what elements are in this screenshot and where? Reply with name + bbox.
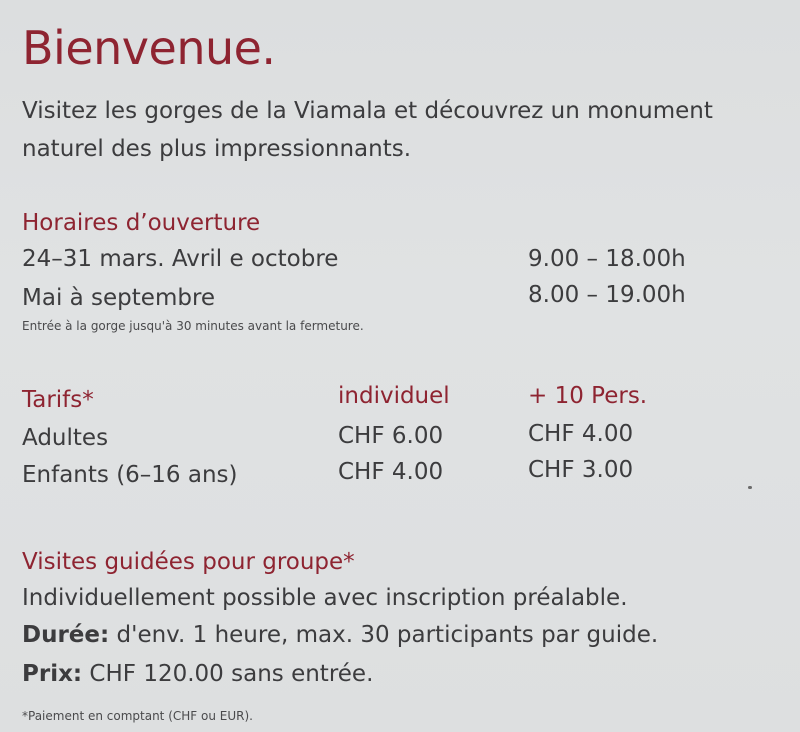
tariff-children-label: Enfants (6–16 ans) [22, 462, 238, 488]
intro-line-1: Visitez les gorges de la Viamala et découvrez un monument [22, 98, 713, 124]
tariff-children-group: CHF 3.00 [528, 457, 634, 483]
intro-text [22, 92, 713, 168]
page-title: Bienvenue. [22, 21, 276, 75]
hours-time-1: 9.00 – 18.00h [528, 246, 686, 272]
price-label: Prix: [22, 661, 83, 687]
tariff-adults-individual: CHF 6.00 [338, 423, 444, 449]
surface-speck [748, 486, 752, 489]
price-text: CHF 120.00 sans entrée. [82, 661, 374, 687]
hours-heading: Horaires d’ouverture [22, 210, 261, 236]
tariff-children-individual: CHF 4.00 [338, 459, 444, 485]
intro-line-2: naturel des plus impressionnants. [22, 136, 412, 162]
hours-period-1: 24–31 mars. Avril e octobre [22, 246, 339, 272]
tariffs-col-group: + 10 Pers. [528, 383, 648, 409]
guided-line-1: Individuellement possible avec inscription préalable. [22, 585, 628, 611]
guided-heading: Visites guidées pour groupe* [22, 549, 355, 575]
hours-time-2: 8.00 – 19.00h [528, 282, 686, 308]
hours-note: Entrée à la gorge jusqu'à 30 minutes avant la fermeture. [22, 319, 364, 333]
guided-duration [22, 617, 658, 653]
duration-text: d'env. 1 heure, max. 30 participants par guide. [109, 622, 659, 648]
tariff-adults-group: CHF 4.00 [528, 421, 634, 447]
guided-price [22, 656, 373, 692]
hours-period-2: Mai à septembre [22, 285, 216, 311]
duration-label: Durée: [22, 622, 110, 648]
tariffs-col-individual: individuel [338, 383, 450, 409]
tariffs-heading: Tarifs* [22, 387, 94, 413]
footnote: *Paiement en comptant (CHF ou EUR). [22, 709, 253, 723]
tariff-adults-label: Adultes [22, 425, 109, 451]
